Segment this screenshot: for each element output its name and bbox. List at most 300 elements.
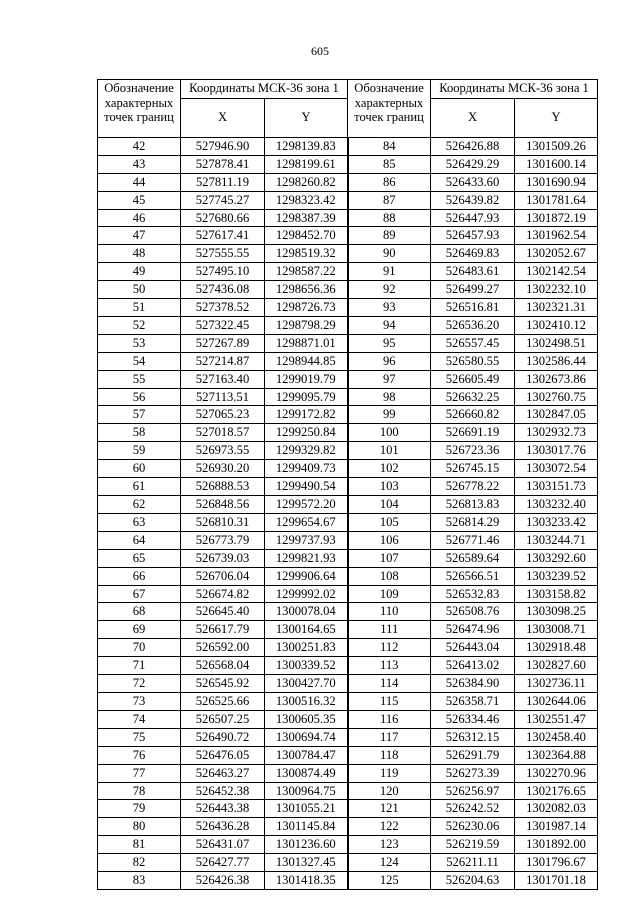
y-coordinate-cell: 1302760.75	[515, 388, 598, 406]
x-coordinate-cell: 526723.36	[431, 442, 515, 460]
x-coordinate-cell: 526429.29	[431, 155, 515, 173]
x-coordinate-cell: 526771.46	[431, 531, 515, 549]
y-coordinate-cell: 1302827.60	[515, 657, 598, 675]
y-coordinate-cell: 1298798.29	[265, 316, 348, 334]
designation-header-left: Обозначение характерных точек границ	[98, 80, 181, 138]
table-row	[98, 746, 598, 764]
table-row	[98, 424, 598, 442]
point-id-cell: 85	[348, 155, 431, 173]
table-row	[98, 818, 598, 836]
table-row	[98, 478, 598, 496]
point-id-cell: 119	[348, 764, 431, 782]
point-id-cell: 86	[348, 173, 431, 191]
x-coordinate-cell: 526592.00	[181, 639, 265, 657]
table-row	[98, 621, 598, 639]
table-row	[98, 513, 598, 531]
x-coordinate-cell: 526204.63	[431, 872, 515, 890]
y-coordinate-cell: 1301418.35	[265, 872, 348, 890]
y-coordinate-cell: 1300605.35	[265, 710, 348, 728]
y-coordinate-cell: 1303151.73	[515, 478, 598, 496]
point-id-cell: 80	[98, 818, 181, 836]
point-id-cell: 87	[348, 191, 431, 209]
x-coordinate-cell: 526617.79	[181, 621, 265, 639]
x-coordinate-cell: 527214.87	[181, 352, 265, 370]
point-id-cell: 110	[348, 603, 431, 621]
x-coordinate-cell: 526291.79	[431, 746, 515, 764]
x-coordinate-cell: 526413.02	[431, 657, 515, 675]
point-id-cell: 113	[348, 657, 431, 675]
point-id-cell: 88	[348, 209, 431, 227]
table-row	[98, 299, 598, 317]
x-coordinate-cell: 526508.76	[431, 603, 515, 621]
x-coordinate-cell: 526426.38	[181, 872, 265, 890]
table-row	[98, 281, 598, 299]
y-coordinate-cell: 1300874.49	[265, 764, 348, 782]
x-coordinate-cell: 527946.90	[181, 137, 265, 155]
x-coordinate-cell: 526452.38	[181, 782, 265, 800]
point-id-cell: 89	[348, 227, 431, 245]
y-coordinate-cell: 1302410.12	[515, 316, 598, 334]
table-row	[98, 442, 598, 460]
point-id-cell: 120	[348, 782, 431, 800]
y-coordinate-cell: 1302176.65	[515, 782, 598, 800]
y-coordinate-cell: 1301236.60	[265, 836, 348, 854]
y-coordinate-cell: 1302498.51	[515, 334, 598, 352]
point-id-cell: 78	[98, 782, 181, 800]
x-coordinate-cell: 526973.55	[181, 442, 265, 460]
y-coordinate-cell: 1300516.32	[265, 692, 348, 710]
table-row	[98, 836, 598, 854]
x-coordinate-cell: 527267.89	[181, 334, 265, 352]
table-row	[98, 800, 598, 818]
table-row	[98, 173, 598, 191]
x-coordinate-cell: 526483.61	[431, 263, 515, 281]
y-coordinate-cell: 1300694.74	[265, 728, 348, 746]
x-coordinate-cell: 527745.27	[181, 191, 265, 209]
table-row	[98, 549, 598, 567]
x-coordinate-cell: 526427.77	[181, 854, 265, 872]
y-coordinate-cell: 1302918.48	[515, 639, 598, 657]
point-id-cell: 56	[98, 388, 181, 406]
y-coordinate-cell: 1301509.26	[515, 137, 598, 155]
point-id-cell: 93	[348, 299, 431, 317]
point-id-cell: 50	[98, 281, 181, 299]
x-coordinate-cell: 526605.49	[431, 370, 515, 388]
y-coordinate-cell: 1301892.00	[515, 836, 598, 854]
table-row	[98, 782, 598, 800]
table-row	[98, 603, 598, 621]
point-id-cell: 100	[348, 424, 431, 442]
x-coordinate-cell: 526256.97	[431, 782, 515, 800]
y-coordinate-cell: 1300164.65	[265, 621, 348, 639]
y-coordinate-cell: 1302551.47	[515, 710, 598, 728]
y-coordinate-cell: 1303233.42	[515, 513, 598, 531]
point-id-cell: 106	[348, 531, 431, 549]
point-id-cell: 122	[348, 818, 431, 836]
y-header-left: Y	[265, 98, 348, 137]
point-id-cell: 91	[348, 263, 431, 281]
x-coordinate-cell: 526230.06	[431, 818, 515, 836]
y-coordinate-cell: 1301781.64	[515, 191, 598, 209]
x-coordinate-cell: 527436.08	[181, 281, 265, 299]
point-id-cell: 58	[98, 424, 181, 442]
x-coordinate-cell: 526580.55	[431, 352, 515, 370]
x-coordinate-cell: 526469.83	[431, 245, 515, 263]
y-coordinate-cell: 1299490.54	[265, 478, 348, 496]
point-id-cell: 57	[98, 406, 181, 424]
x-coordinate-cell: 526739.03	[181, 549, 265, 567]
y-coordinate-cell: 1303098.25	[515, 603, 598, 621]
x-coordinate-cell: 526532.83	[431, 585, 515, 603]
point-id-cell: 94	[348, 316, 431, 334]
point-id-cell: 103	[348, 478, 431, 496]
x-coordinate-cell: 527495.10	[181, 263, 265, 281]
x-coordinate-cell: 527113.51	[181, 388, 265, 406]
x-coordinate-cell: 526632.25	[431, 388, 515, 406]
point-id-cell: 71	[98, 657, 181, 675]
x-coordinate-cell: 526568.04	[181, 657, 265, 675]
coord-group-header-right: Координаты МСК-36 зона 1	[431, 80, 598, 99]
point-id-cell: 75	[98, 728, 181, 746]
x-coordinate-cell: 526691.19	[431, 424, 515, 442]
coordinates-table	[97, 79, 598, 890]
x-coordinate-cell: 526476.05	[181, 746, 265, 764]
y-coordinate-cell: 1299095.79	[265, 388, 348, 406]
y-coordinate-cell: 1300339.52	[265, 657, 348, 675]
point-id-cell: 111	[348, 621, 431, 639]
point-id-cell: 69	[98, 621, 181, 639]
point-id-cell: 47	[98, 227, 181, 245]
y-coordinate-cell: 1299572.20	[265, 496, 348, 514]
x-coordinate-cell: 526242.52	[431, 800, 515, 818]
x-coordinate-cell: 526745.15	[431, 460, 515, 478]
x-coordinate-cell: 527378.52	[181, 299, 265, 317]
point-id-cell: 51	[98, 299, 181, 317]
point-id-cell: 76	[98, 746, 181, 764]
x-coordinate-cell: 526211.11	[431, 854, 515, 872]
table-row	[98, 245, 598, 263]
y-coordinate-cell: 1300251.83	[265, 639, 348, 657]
y-coordinate-cell: 1298656.36	[265, 281, 348, 299]
y-coordinate-cell: 1302052.67	[515, 245, 598, 263]
table-row	[98, 657, 598, 675]
point-id-cell: 116	[348, 710, 431, 728]
table-row	[98, 263, 598, 281]
point-id-cell: 90	[348, 245, 431, 263]
y-coordinate-cell: 1299821.93	[265, 549, 348, 567]
table-row	[98, 316, 598, 334]
y-coordinate-cell: 1299654.67	[265, 513, 348, 531]
point-id-cell: 68	[98, 603, 181, 621]
point-id-cell: 62	[98, 496, 181, 514]
y-coordinate-cell: 1299906.64	[265, 567, 348, 585]
x-coordinate-cell: 526674.82	[181, 585, 265, 603]
table-row	[98, 155, 598, 173]
table-row	[98, 406, 598, 424]
x-coordinate-cell: 526525.66	[181, 692, 265, 710]
x-header-right: X	[431, 98, 515, 137]
x-coordinate-cell: 526810.31	[181, 513, 265, 531]
y-coordinate-cell: 1301690.94	[515, 173, 598, 191]
x-coordinate-cell: 526457.93	[431, 227, 515, 245]
point-id-cell: 44	[98, 173, 181, 191]
point-id-cell: 95	[348, 334, 431, 352]
y-coordinate-cell: 1302847.05	[515, 406, 598, 424]
y-coordinate-cell: 1299250.84	[265, 424, 348, 442]
point-id-cell: 60	[98, 460, 181, 478]
point-id-cell: 67	[98, 585, 181, 603]
coordinates-body	[98, 137, 598, 889]
x-coordinate-cell: 526930.20	[181, 460, 265, 478]
y-coordinate-cell: 1301600.14	[515, 155, 598, 173]
point-id-cell: 65	[98, 549, 181, 567]
table-row	[98, 567, 598, 585]
point-id-cell: 46	[98, 209, 181, 227]
y-coordinate-cell: 1298452.70	[265, 227, 348, 245]
point-id-cell: 72	[98, 675, 181, 693]
x-coordinate-cell: 526384.90	[431, 675, 515, 693]
table-row	[98, 854, 598, 872]
point-id-cell: 48	[98, 245, 181, 263]
point-id-cell: 83	[98, 872, 181, 890]
x-coordinate-cell: 526645.40	[181, 603, 265, 621]
y-coordinate-cell: 1303292.60	[515, 549, 598, 567]
y-coordinate-cell: 1303232.40	[515, 496, 598, 514]
point-id-cell: 112	[348, 639, 431, 657]
y-coordinate-cell: 1303008.71	[515, 621, 598, 639]
x-coordinate-cell: 526536.20	[431, 316, 515, 334]
point-id-cell: 59	[98, 442, 181, 460]
point-id-cell: 114	[348, 675, 431, 693]
point-id-cell: 92	[348, 281, 431, 299]
x-coordinate-cell: 526499.27	[431, 281, 515, 299]
y-coordinate-cell: 1301327.45	[265, 854, 348, 872]
y-coordinate-cell: 1301987.14	[515, 818, 598, 836]
y-coordinate-cell: 1298519.32	[265, 245, 348, 263]
point-id-cell: 61	[98, 478, 181, 496]
table-row	[98, 585, 598, 603]
page-number: 605	[311, 44, 329, 58]
table-row	[98, 496, 598, 514]
point-id-cell: 79	[98, 800, 181, 818]
table-row	[98, 370, 598, 388]
x-coordinate-cell: 526516.81	[431, 299, 515, 317]
point-id-cell: 115	[348, 692, 431, 710]
x-coordinate-cell: 526426.88	[431, 137, 515, 155]
point-id-cell: 97	[348, 370, 431, 388]
coord-group-header-left: Координаты МСК-36 зона 1	[181, 80, 348, 99]
x-coordinate-cell: 526490.72	[181, 728, 265, 746]
x-coordinate-cell: 526334.46	[431, 710, 515, 728]
y-coordinate-cell: 1300964.75	[265, 782, 348, 800]
y-coordinate-cell: 1301796.67	[515, 854, 598, 872]
y-coordinate-cell: 1302232.10	[515, 281, 598, 299]
x-coordinate-cell: 527018.57	[181, 424, 265, 442]
y-coordinate-cell: 1298199.61	[265, 155, 348, 173]
x-coordinate-cell: 527811.19	[181, 173, 265, 191]
point-id-cell: 125	[348, 872, 431, 890]
point-id-cell: 109	[348, 585, 431, 603]
x-coordinate-cell: 526273.39	[431, 764, 515, 782]
point-id-cell: 77	[98, 764, 181, 782]
y-coordinate-cell: 1302082.03	[515, 800, 598, 818]
table-row	[98, 710, 598, 728]
x-coordinate-cell: 526848.56	[181, 496, 265, 514]
y-coordinate-cell: 1298587.22	[265, 263, 348, 281]
x-coordinate-cell: 526888.53	[181, 478, 265, 496]
y-coordinate-cell: 1298260.82	[265, 173, 348, 191]
point-id-cell: 42	[98, 137, 181, 155]
x-coordinate-cell: 526778.22	[431, 478, 515, 496]
y-coordinate-cell: 1303017.76	[515, 442, 598, 460]
y-coordinate-cell: 1302321.31	[515, 299, 598, 317]
x-coordinate-cell: 526443.38	[181, 800, 265, 818]
y-coordinate-cell: 1302673.86	[515, 370, 598, 388]
x-coordinate-cell: 527878.41	[181, 155, 265, 173]
point-id-cell: 70	[98, 639, 181, 657]
point-id-cell: 105	[348, 513, 431, 531]
y-coordinate-cell: 1302458.40	[515, 728, 598, 746]
y-coordinate-cell: 1303158.82	[515, 585, 598, 603]
y-coordinate-cell: 1299992.02	[265, 585, 348, 603]
y-coordinate-cell: 1301872.19	[515, 209, 598, 227]
point-id-cell: 117	[348, 728, 431, 746]
x-coordinate-cell: 526566.51	[431, 567, 515, 585]
point-id-cell: 107	[348, 549, 431, 567]
y-coordinate-cell: 1301701.18	[515, 872, 598, 890]
table-row	[98, 531, 598, 549]
table-row	[98, 137, 598, 155]
y-coordinate-cell: 1302142.54	[515, 263, 598, 281]
x-coordinate-cell: 526813.83	[431, 496, 515, 514]
x-coordinate-cell: 526660.82	[431, 406, 515, 424]
x-coordinate-cell: 526443.04	[431, 639, 515, 657]
point-id-cell: 53	[98, 334, 181, 352]
point-id-cell: 84	[348, 137, 431, 155]
y-coordinate-cell: 1303239.52	[515, 567, 598, 585]
y-coordinate-cell: 1302932.73	[515, 424, 598, 442]
point-id-cell: 73	[98, 692, 181, 710]
x-coordinate-cell: 526557.45	[431, 334, 515, 352]
y-coordinate-cell: 1302644.06	[515, 692, 598, 710]
table-row	[98, 334, 598, 352]
point-id-cell: 43	[98, 155, 181, 173]
y-coordinate-cell: 1298387.39	[265, 209, 348, 227]
point-id-cell: 99	[348, 406, 431, 424]
point-id-cell: 63	[98, 513, 181, 531]
table-row	[98, 352, 598, 370]
table-row	[98, 692, 598, 710]
point-id-cell: 52	[98, 316, 181, 334]
table-row	[98, 728, 598, 746]
point-id-cell: 55	[98, 370, 181, 388]
x-coordinate-cell: 526589.64	[431, 549, 515, 567]
x-coordinate-cell: 526474.96	[431, 621, 515, 639]
point-id-cell: 101	[348, 442, 431, 460]
x-coordinate-cell: 526436.28	[181, 818, 265, 836]
y-coordinate-cell: 1301145.84	[265, 818, 348, 836]
point-id-cell: 74	[98, 710, 181, 728]
y-coordinate-cell: 1299329.82	[265, 442, 348, 460]
point-id-cell: 64	[98, 531, 181, 549]
table-row	[98, 675, 598, 693]
point-id-cell: 66	[98, 567, 181, 585]
table-row	[98, 764, 598, 782]
point-id-cell: 121	[348, 800, 431, 818]
x-coordinate-cell: 526706.04	[181, 567, 265, 585]
designation-header-right: Обозначение характерных точек границ	[348, 80, 431, 138]
x-coordinate-cell: 527680.66	[181, 209, 265, 227]
x-header-left: X	[181, 98, 265, 137]
table-row	[98, 191, 598, 209]
y-coordinate-cell: 1298871.01	[265, 334, 348, 352]
point-id-cell: 118	[348, 746, 431, 764]
y-coordinate-cell: 1300784.47	[265, 746, 348, 764]
table-row	[98, 872, 598, 890]
y-coordinate-cell: 1303244.71	[515, 531, 598, 549]
y-coordinate-cell: 1301055.21	[265, 800, 348, 818]
y-coordinate-cell: 1298944.85	[265, 352, 348, 370]
x-coordinate-cell: 526773.79	[181, 531, 265, 549]
x-coordinate-cell: 526814.29	[431, 513, 515, 531]
y-coordinate-cell: 1299737.93	[265, 531, 348, 549]
table-row	[98, 639, 598, 657]
y-coordinate-cell: 1298139.83	[265, 137, 348, 155]
point-id-cell: 49	[98, 263, 181, 281]
point-id-cell: 54	[98, 352, 181, 370]
y-coordinate-cell: 1300078.04	[265, 603, 348, 621]
x-coordinate-cell: 527065.23	[181, 406, 265, 424]
x-coordinate-cell: 527555.55	[181, 245, 265, 263]
point-id-cell: 104	[348, 496, 431, 514]
y-coordinate-cell: 1302736.11	[515, 675, 598, 693]
x-coordinate-cell: 526447.93	[431, 209, 515, 227]
table-row	[98, 460, 598, 478]
x-coordinate-cell: 526433.60	[431, 173, 515, 191]
x-coordinate-cell: 526545.92	[181, 675, 265, 693]
point-id-cell: 82	[98, 854, 181, 872]
y-coordinate-cell: 1298726.73	[265, 299, 348, 317]
x-coordinate-cell: 527322.45	[181, 316, 265, 334]
x-coordinate-cell: 526312.15	[431, 728, 515, 746]
point-id-cell: 45	[98, 191, 181, 209]
table-row	[98, 209, 598, 227]
x-coordinate-cell: 527617.41	[181, 227, 265, 245]
y-coordinate-cell: 1300427.70	[265, 675, 348, 693]
x-coordinate-cell: 526431.07	[181, 836, 265, 854]
y-coordinate-cell: 1298323.42	[265, 191, 348, 209]
x-coordinate-cell: 526358.71	[431, 692, 515, 710]
y-coordinate-cell: 1302270.96	[515, 764, 598, 782]
y-coordinate-cell: 1302364.88	[515, 746, 598, 764]
x-coordinate-cell: 526219.59	[431, 836, 515, 854]
y-coordinate-cell: 1302586.44	[515, 352, 598, 370]
table-row	[98, 227, 598, 245]
table-row	[98, 388, 598, 406]
x-coordinate-cell: 526507.25	[181, 710, 265, 728]
y-coordinate-cell: 1299172.82	[265, 406, 348, 424]
x-coordinate-cell: 526439.82	[431, 191, 515, 209]
point-id-cell: 81	[98, 836, 181, 854]
y-coordinate-cell: 1299019.79	[265, 370, 348, 388]
point-id-cell: 108	[348, 567, 431, 585]
y-coordinate-cell: 1299409.73	[265, 460, 348, 478]
point-id-cell: 123	[348, 836, 431, 854]
point-id-cell: 124	[348, 854, 431, 872]
point-id-cell: 102	[348, 460, 431, 478]
y-coordinate-cell: 1301962.54	[515, 227, 598, 245]
y-header-right: Y	[515, 98, 598, 137]
